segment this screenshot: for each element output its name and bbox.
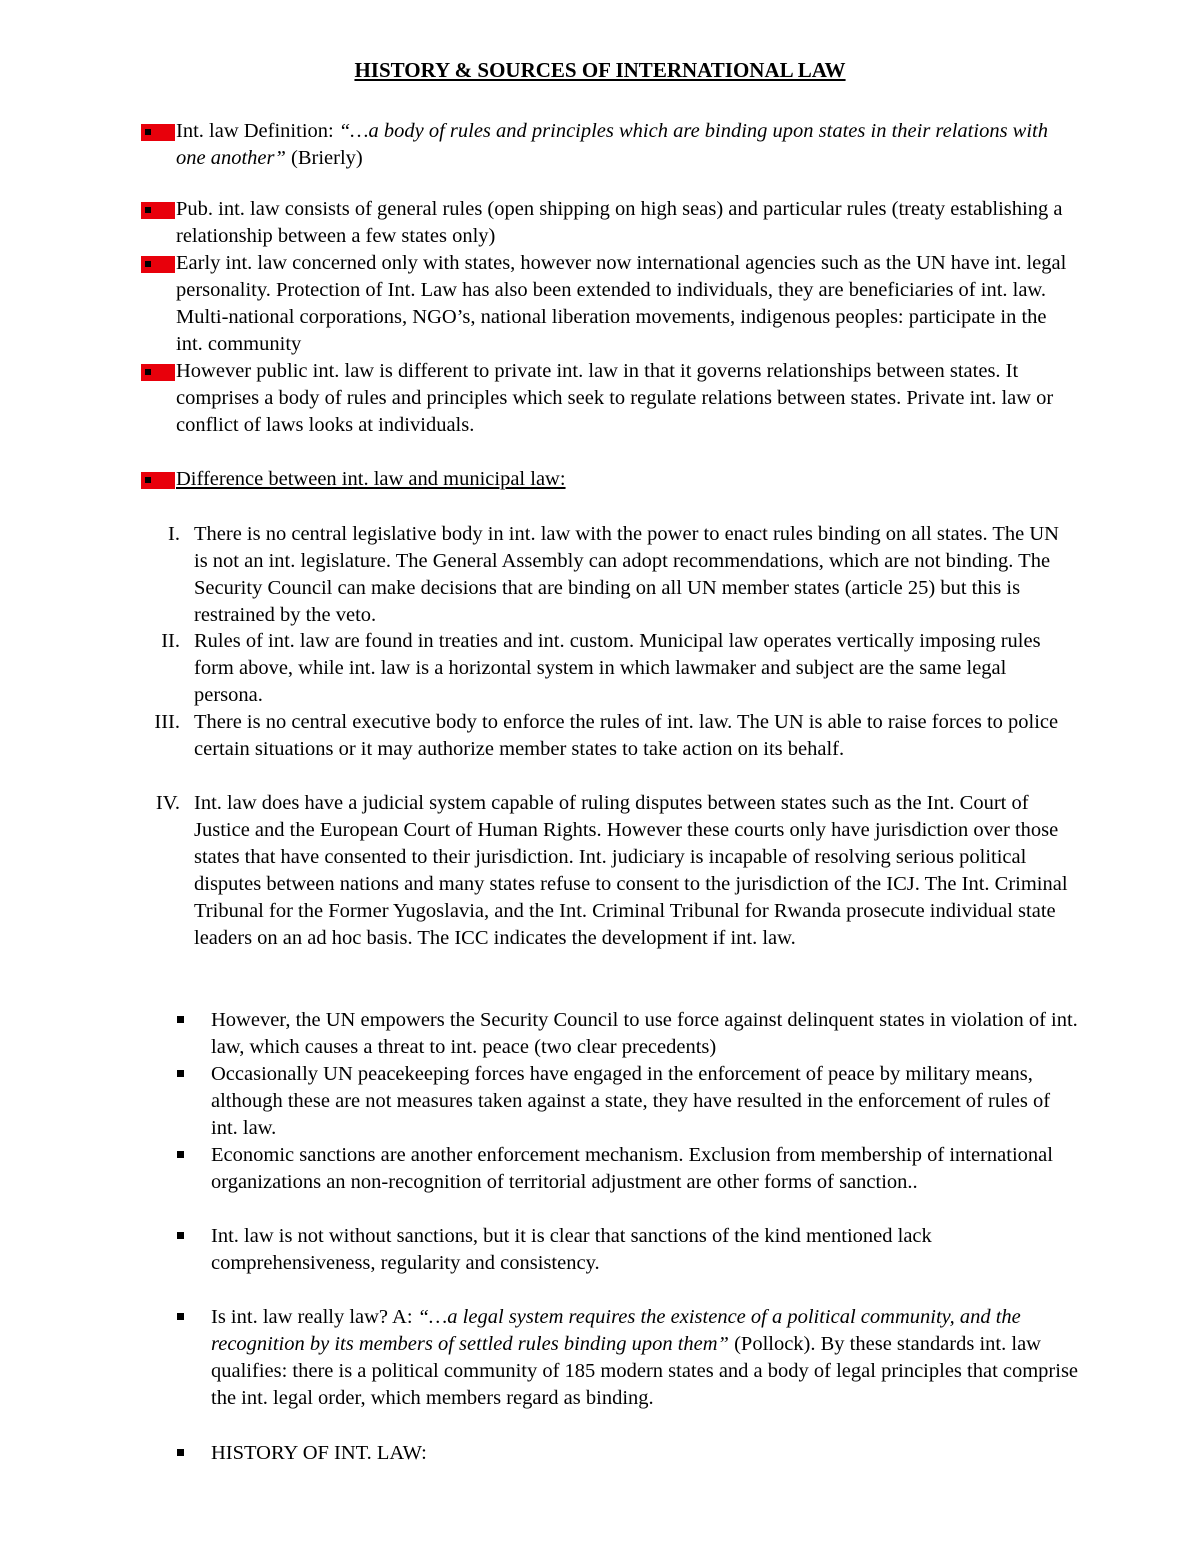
public-private-paragraph: However public int. law is different to private int. law in that it governs relationships between states. It comprises a body of rules and principles which seek to regulate relations between states. Private int. law or conflict of laws looks at individuals.: [176, 360, 1054, 436]
roman-numeral: I.: [168, 523, 180, 545]
roman-numeral: II.: [161, 630, 180, 652]
square-bullet: [177, 1151, 184, 1158]
red-bullet-marker: [141, 364, 175, 381]
early-law-paragraph: Early int. law concerned only with states, however now international agencies such as the UN have int. legal personality. Protection of Int. Law has also been extended to individuals, they are beneficiaries of int. law. Multi-national corporations, NGO’s, national liberation movements, indigenous peoples: participate in the int. community: [176, 252, 1067, 355]
red-bullet-marker: [141, 256, 175, 273]
red-bullet-marker: [141, 124, 175, 141]
definition-paragraph: [176, 118, 1076, 172]
sub-bullet-text: Occasionally UN peacekeeping forces have engaged in the enforcement of peace by military means, although these are not measures taken against a state, they have resulted in the enforcement of rules of int. law.: [211, 1063, 1051, 1139]
square-bullet: [177, 1016, 184, 1023]
square-bullet: [177, 1449, 184, 1456]
law-question-paragraph: [211, 1304, 1081, 1412]
law-question-prefix: Is int. law really law? A:: [211, 1306, 418, 1328]
roman-item-text: There is no central legislative body in int. law with the power to enact rules binding on all states. The UN is not an int. legislature. The General Assembly can adopt recommendations, which are not binding. The Security Council can make decisions that are binding on all UN member states (article 25) but this is restrained by the veto.: [194, 523, 1059, 626]
sub-bullet-text: However, the UN empowers the Security Council to use force against delinquent states in violation of int. law, which causes a threat to int. peace (two clear precedents): [211, 1009, 1078, 1058]
page-title: HISTORY & SOURCES OF INTERNATIONAL LAW: [354, 58, 846, 82]
red-bullet-marker: [141, 202, 175, 219]
definition-quote: “…a body of rules and principles which are binding upon states in their relations with one another”: [176, 120, 1048, 169]
sub-bullet-text: Int. law is not without sanctions, but it is clear that sanctions of the kind mentioned lack comprehensiveness, regularity and consistency.: [211, 1225, 932, 1274]
sub-bullet-text: Economic sanctions are another enforcement mechanism. Exclusion from membership of international organizations an non-recognition of territorial adjustment are other forms of sanction..: [211, 1144, 1053, 1193]
roman-numeral: III.: [154, 711, 180, 733]
public-law-paragraph: Pub. int. law consists of general rules (open shipping on high seas) and particular rules (treaty establishing a relationship between a few states only): [176, 198, 1063, 247]
difference-heading: Difference between int. law and municipal law:: [176, 468, 566, 490]
square-bullet: [177, 1232, 184, 1239]
roman-numeral: IV.: [155, 792, 180, 814]
definition-prefix: Int. law Definition:: [176, 120, 339, 142]
law-question-suffix: (Pollock). By these standards int. law qualifies: there is a political community of 185 modern states and a body of legal principles that comprise the int. legal order, which members regard as binding.: [211, 1333, 1079, 1409]
definition-source: (Brierly): [285, 147, 363, 169]
square-bullet: [177, 1070, 184, 1077]
law-question-quote: “…a legal system requires the existence of a political community, and the recognition by its members of settled rules binding upon them”: [211, 1306, 1021, 1355]
roman-item-text: Rules of int. law are found in treaties and int. custom. Municipal law operates vertically imposing rules form above, while int. law is a horizontal system in which lawmaker and subject are the same legal persona.: [194, 630, 1041, 706]
history-heading: HISTORY OF INT. LAW:: [211, 1442, 427, 1464]
roman-item-text: Int. law does have a judicial system capable of ruling disputes between states such as the Int. Court of Justice and the European Court of Human Rights. However these courts only have jurisdiction over those states that have consented to their jurisdiction. Int. judiciary is incapable of resolving serious political disputes between nations and many states refuse to consent to the jurisdiction of the ICJ. The Int. Criminal Tribunal for the Former Yugoslavia, and the Int. Criminal Tribunal for Rwanda prosecute individual state leaders on an ad hoc basis. The ICC indicates the development if int. law.: [194, 792, 1068, 949]
red-bullet-marker: [141, 472, 175, 489]
square-bullet: [177, 1313, 184, 1320]
roman-item-text: There is no central executive body to enforce the rules of int. law. The UN is able to raise forces to police certain situations or it may authorize member states to take action on its behalf.: [194, 711, 1059, 760]
